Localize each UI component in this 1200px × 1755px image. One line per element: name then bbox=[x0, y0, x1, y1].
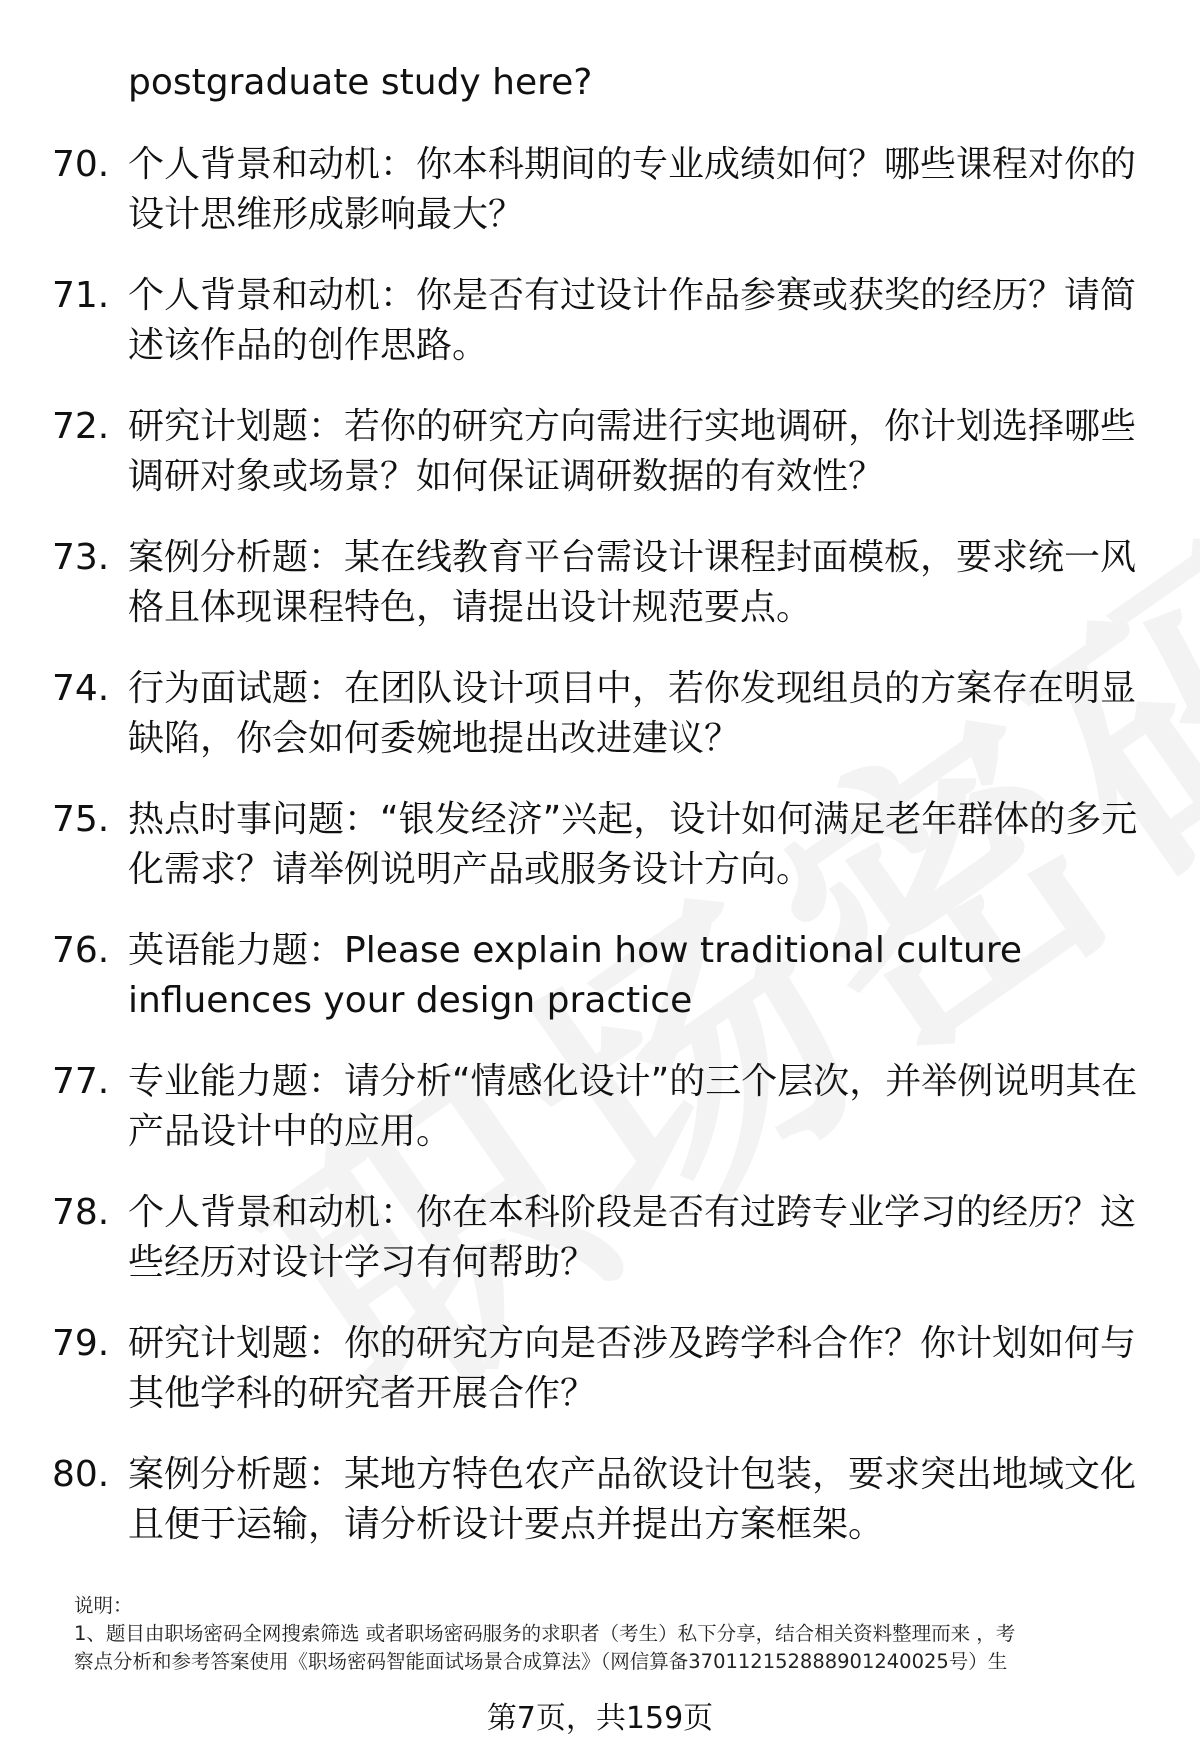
question-text: 个人背景和动机：你是否有过设计作品参赛或获奖的经历？请简述该作品的创作思路。 bbox=[128, 275, 1137, 366]
question-item bbox=[52, 1450, 1152, 1550]
question-number: 80. bbox=[52, 1454, 110, 1495]
question-text: 热点时事问题：“银发经济”兴起，设计如何满足老年群体的多元化需求？请举例说明产品或服务设计方向。 bbox=[128, 799, 1138, 890]
question-text: 案例分析题：某在线教育平台需设计课程封面模板，要求统一风格且体现课程特色，请提出设计规范要点。 bbox=[128, 537, 1137, 628]
continuation-text: postgraduate study here? bbox=[128, 62, 593, 103]
notes-line: 察点分析和参考答案使用《职场密码智能面试场景合成算法》（网信算备370112152888901240025号）生 bbox=[74, 1650, 1008, 1673]
question-item bbox=[52, 271, 1152, 371]
question-item bbox=[52, 664, 1152, 764]
question-text: 案例分析题：某地方特色农产品欲设计包装，要求突出地域文化且便于运输，请分析设计要点并提出方案框架。 bbox=[128, 1454, 1137, 1545]
question-item bbox=[52, 1057, 1152, 1157]
question-item bbox=[52, 1319, 1152, 1419]
question-text-line: influences your design practice bbox=[128, 980, 693, 1021]
question-number: 75. bbox=[52, 799, 110, 840]
question-text: 研究计划题：若你的研究方向需进行实地调研，你计划选择哪些调研对象或场景？如何保证调研数据的有效性？ bbox=[128, 406, 1137, 497]
question-item bbox=[52, 402, 1152, 502]
question-number: 72. bbox=[52, 406, 110, 447]
question-item bbox=[52, 795, 1152, 895]
question-number: 79. bbox=[52, 1323, 110, 1364]
question-text: 行为面试题：在团队设计项目中，若你发现组员的方案存在明显缺陷，你会如何委婉地提出改进建议？ bbox=[128, 668, 1137, 759]
question-text: 专业能力题：请分析“情感化设计”的三个层次，并举例说明其在产品设计中的应用。 bbox=[128, 1061, 1138, 1152]
notes-heading: 说明： bbox=[74, 1594, 133, 1617]
question-number: 77. bbox=[52, 1061, 110, 1102]
question-text: 个人背景和动机：你在本科阶段是否有过跨专业学习的经历？这些经历对设计学习有何帮助？ bbox=[128, 1192, 1137, 1283]
question-item bbox=[52, 140, 1152, 240]
notes-line: 1、题目由职场密码全网搜索筛选 或者职场密码服务的求职者（考生）私下分享，结合相关资料整理而来 ，考 bbox=[74, 1622, 1016, 1645]
question-list bbox=[52, 140, 1152, 1581]
page-indicator: 第7页，共159页 bbox=[0, 1702, 1200, 1736]
question-number: 70. bbox=[52, 144, 110, 185]
question-number: 76. bbox=[52, 930, 110, 971]
question-number: 78. bbox=[52, 1192, 110, 1233]
question-item bbox=[52, 533, 1152, 633]
question-text: 个人背景和动机：你本科期间的专业成绩如何？哪些课程对你的设计思维形成影响最大？ bbox=[128, 144, 1137, 235]
notes-section bbox=[74, 1592, 1154, 1676]
question-number: 74. bbox=[52, 668, 110, 709]
question-text: 研究计划题：你的研究方向是否涉及跨学科合作？你计划如何与其他学科的研究者开展合作？ bbox=[128, 1323, 1137, 1414]
question-item bbox=[52, 926, 1152, 1026]
question-number: 71. bbox=[52, 275, 110, 316]
question-number: 73. bbox=[52, 537, 110, 578]
question-text-line: 英语能力题：Please explain how traditional culture bbox=[128, 930, 1022, 971]
question-item bbox=[52, 1188, 1152, 1288]
question-text bbox=[128, 926, 1140, 1026]
